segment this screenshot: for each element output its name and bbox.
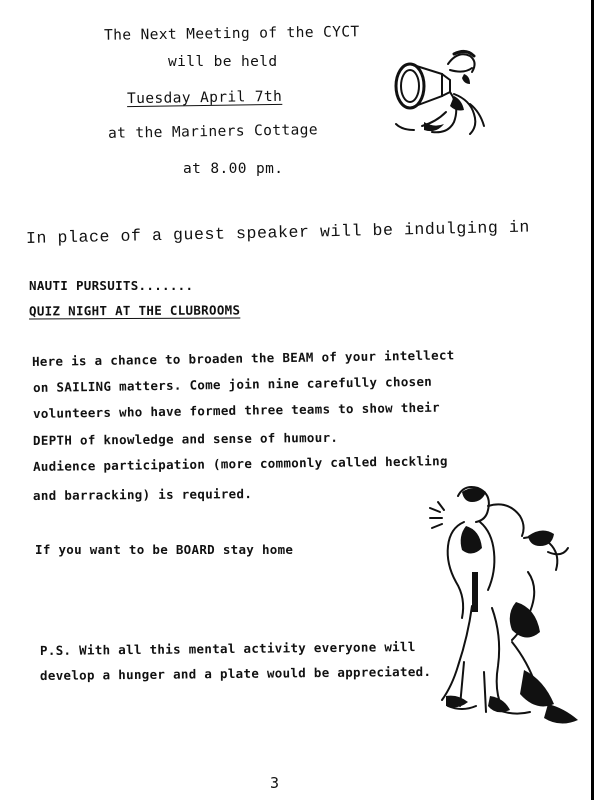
board-line: If you want to be BOARD stay home <box>35 542 294 557</box>
page-number: 3 <box>270 774 280 792</box>
body-line-5: Audience participation (more commonly called heckling <box>32 453 448 474</box>
intro-line: In place of a guest speaker will be indulging in <box>25 217 531 248</box>
quiz-night-heading: QUIZ NIGHT AT THE CLUBROOMS <box>28 302 241 319</box>
megaphone-sailor-illustration <box>384 44 496 144</box>
nauti-pursuits-heading: NAUTI PURSUITS....... <box>29 278 194 293</box>
ps-line-2: develop a hunger and a plate would be appreciated. <box>39 663 432 683</box>
body-line-6: and barracking) is required. <box>32 486 253 503</box>
body-line-3: volunteers who have formed three teams to show their <box>32 399 441 421</box>
ps-line-1: P.S. With all this mental activity everyone will <box>39 639 416 658</box>
meeting-date: Tuesday April 7th <box>126 88 283 108</box>
body-line-2: on SAILING matters. Come join nine carefully chosen <box>32 373 433 395</box>
body-line-4: DEPTH of knowledge and sense of humour. <box>32 429 339 448</box>
notice-line-1: The Next Meeting of the CYCT <box>103 24 360 44</box>
notice-line-2: will be held <box>168 54 278 70</box>
body-line-1: Here is a chance to broaden the BEAM of your intellect <box>31 347 455 369</box>
meeting-venue: at the Mariners Cottage <box>107 122 319 142</box>
meeting-time: at 8.00 pm. <box>183 161 284 177</box>
heckling-sailors-illustration <box>428 482 584 728</box>
